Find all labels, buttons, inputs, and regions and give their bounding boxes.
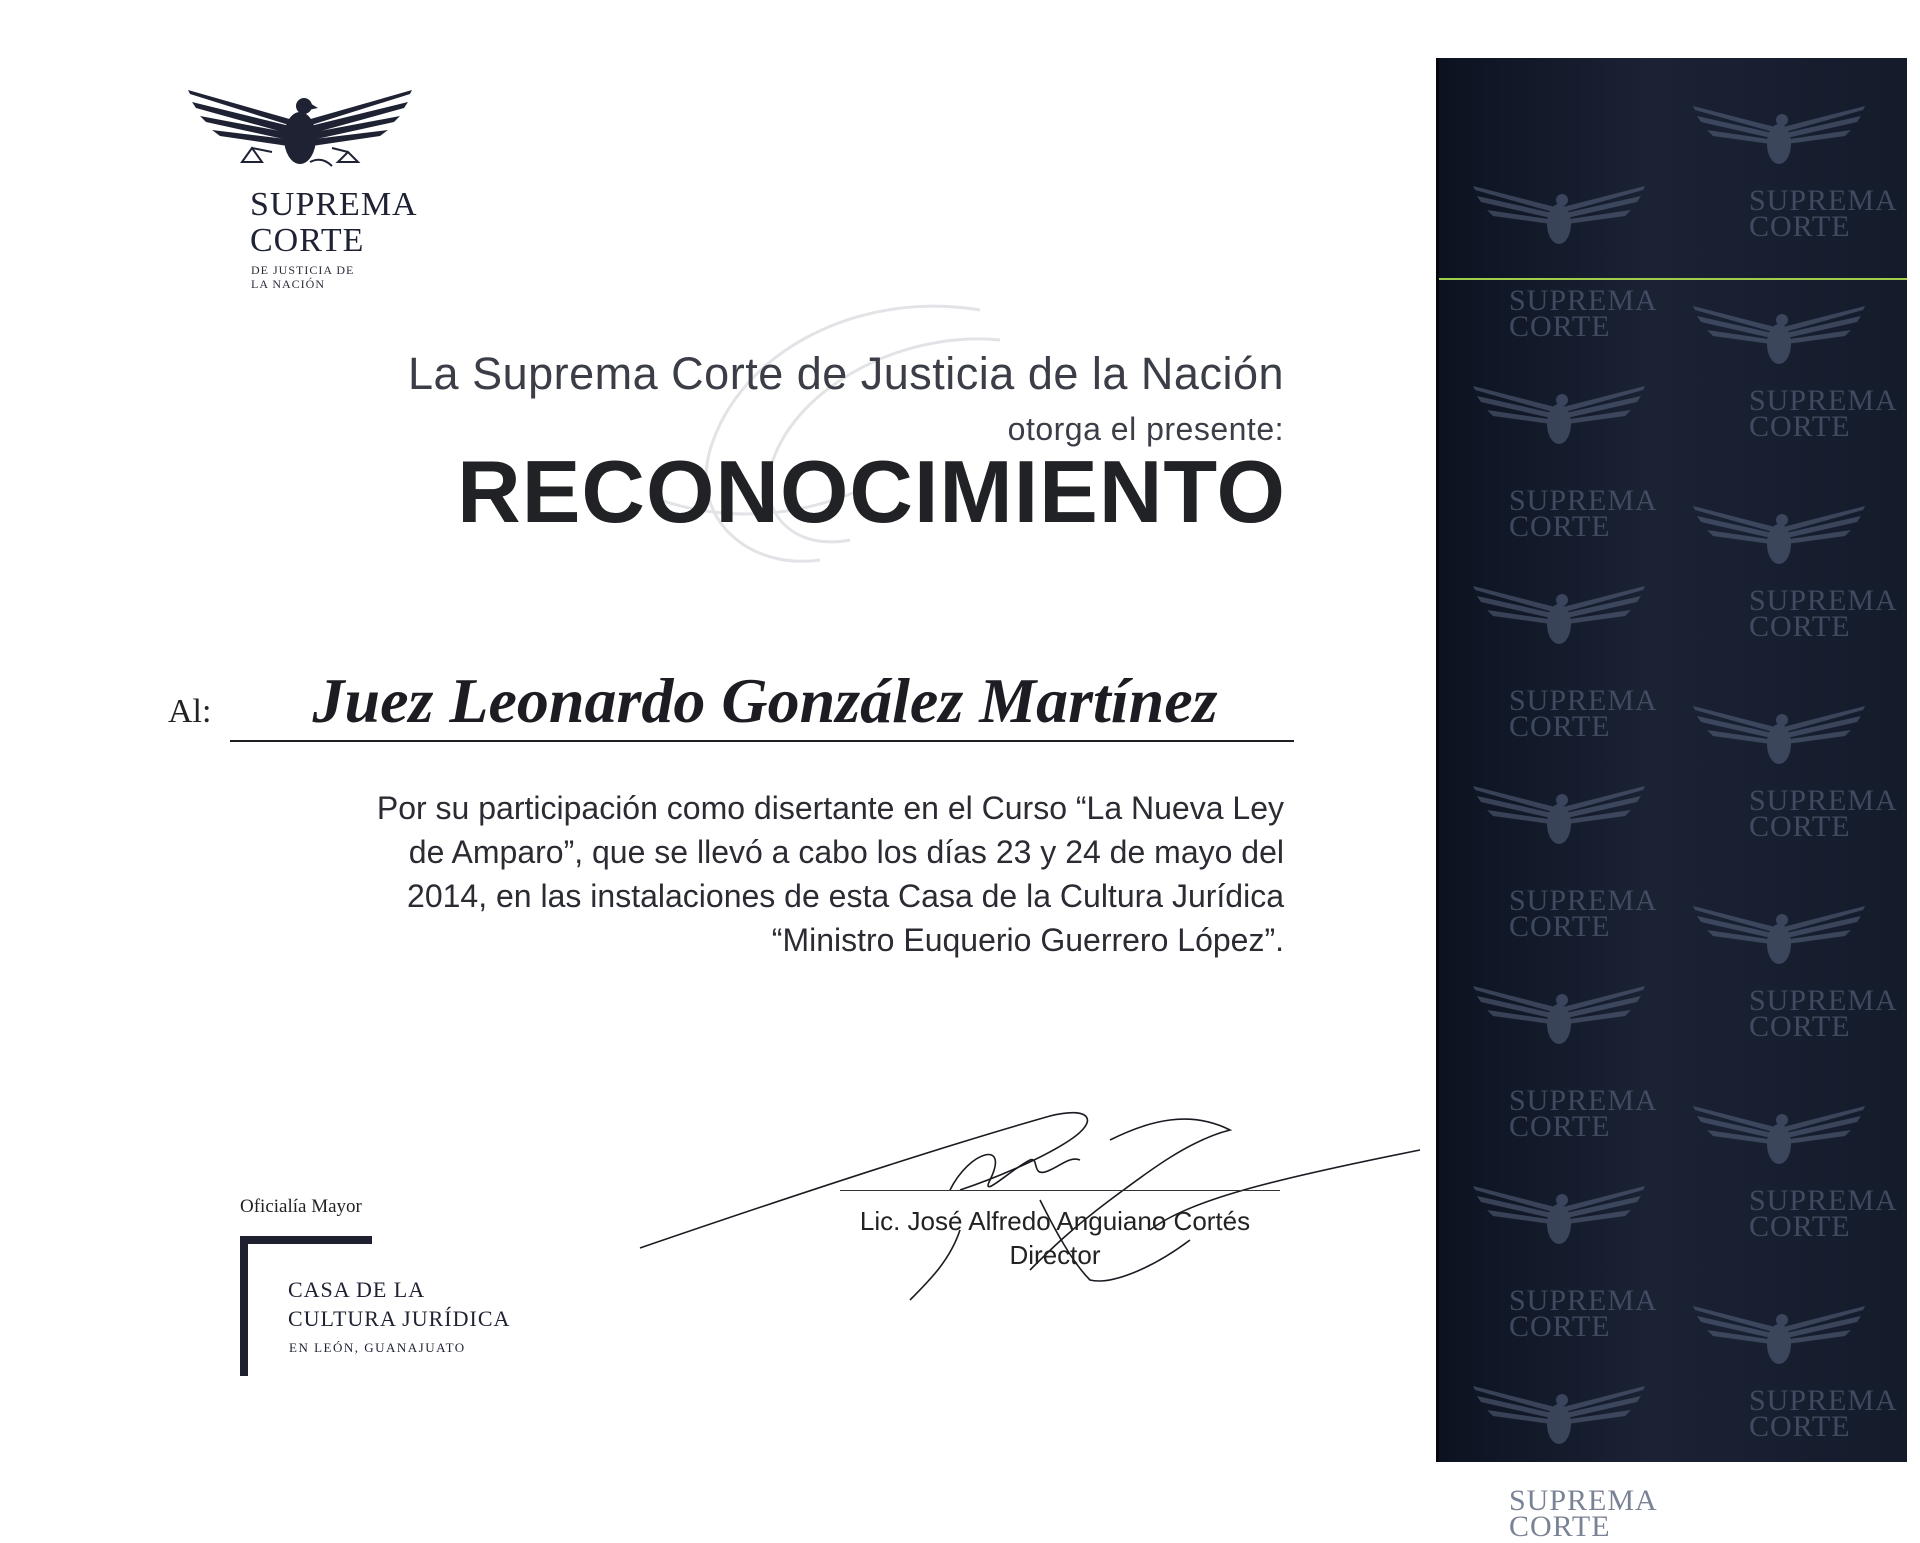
granting-institution-text: La Suprema Corte de Justicia de la Nación [408, 348, 1284, 399]
office-logo-line: CASA DE LA [288, 1277, 426, 1302]
recipient-underline [230, 740, 1294, 742]
paragraph-line: “Ministro Euquerio Guerrero López”. [771, 922, 1284, 958]
band-eagle-icon [1469, 778, 1649, 856]
band-watermark-text: SUPREMA CORTE [1509, 284, 1658, 343]
eagle-emblem-icon [182, 78, 418, 178]
handwritten-signature-icon [630, 1080, 1430, 1310]
band-watermark-text: SUPREMA CORTE [1749, 784, 1898, 843]
band-eagle-icon [1469, 1378, 1649, 1456]
band-watermark-text: SUPREMA CORTE [1509, 1484, 1658, 1543]
band-watermark-text: SUPREMA CORTE [1749, 584, 1898, 643]
band-watermark-text: SUPREMA CORTE [1509, 684, 1658, 743]
band-watermark-text: SUPREMA CORTE [1749, 1184, 1898, 1243]
band-eagle-icon [1689, 98, 1869, 176]
paragraph-line: 2014, en las instalaciones de esta Casa de la Cultura Jurídica [407, 878, 1284, 914]
office-logo-location: EN LEÓN, GUANAJUATO [289, 1340, 466, 1355]
paragraph-line: de Amparo”, que se llevó a cabo los días 23 y 24 de mayo del [408, 834, 1284, 870]
office-logo-line: CULTURA JURÍDICA [288, 1306, 511, 1331]
paragraph-line: Por su participación como disertante en el Curso “La Nueva Ley [376, 790, 1284, 826]
band-eagle-icon [1689, 698, 1869, 776]
band-eagle-icon [1689, 498, 1869, 576]
band-watermark-text: SUPREMA CORTE [1749, 984, 1898, 1043]
recipient-name: Juez Leonardo González Martínez [312, 665, 1218, 736]
band-eagle-icon [1469, 1178, 1649, 1256]
band-eagle-icon [1689, 298, 1869, 376]
office-logo-bracket [240, 1236, 372, 1244]
band-eagle-icon [1689, 1098, 1869, 1176]
signer-role: Director [1009, 1240, 1101, 1270]
band-watermark-text: SUPREMA CORTE [1509, 484, 1658, 543]
band-watermark-text: SUPREMA CORTE [1509, 884, 1658, 943]
band-watermark-text: SUPREMA CORTE [1749, 1384, 1898, 1443]
logo-text-suprema: SUPREMA [250, 186, 418, 223]
band-watermark-text: SUPREMA CORTE [1749, 384, 1898, 443]
signer-name: Lic. José Alfredo Anguiano Cortés [859, 1206, 1251, 1236]
certificate-title: RECONOCIMIENTO [457, 442, 1286, 541]
logo-text-la-nacion: LA NACIÓN [251, 277, 325, 291]
granting-phrase-text: otorga el presente: [1007, 411, 1284, 447]
band-eagle-icon [1469, 578, 1649, 656]
logo-text-de-justicia: DE JUSTICIA DE [251, 263, 355, 277]
signature-line [840, 1190, 1280, 1191]
office-logo-bracket [240, 1236, 248, 1376]
band-highlight-line [1439, 278, 1907, 280]
band-eagle-icon [1469, 178, 1649, 256]
band-eagle-icon [1689, 898, 1869, 976]
band-watermark-text: SUPREMA CORTE [1509, 1084, 1658, 1143]
logo-text-corte: CORTE [250, 222, 365, 259]
band-watermark-text: SUPREMA CORTE [1749, 184, 1898, 243]
recipient-label: Al: [168, 693, 212, 730]
band-watermark-text: SUPREMA CORTE [1509, 1284, 1658, 1343]
band-eagle-icon [1469, 978, 1649, 1056]
office-label: Oficialía Mayor [240, 1196, 362, 1217]
band-eagle-icon [1469, 378, 1649, 456]
recognition-paragraph [284, 786, 1284, 962]
security-band [1436, 58, 1907, 1543]
band-eagle-icon [1689, 1298, 1869, 1376]
